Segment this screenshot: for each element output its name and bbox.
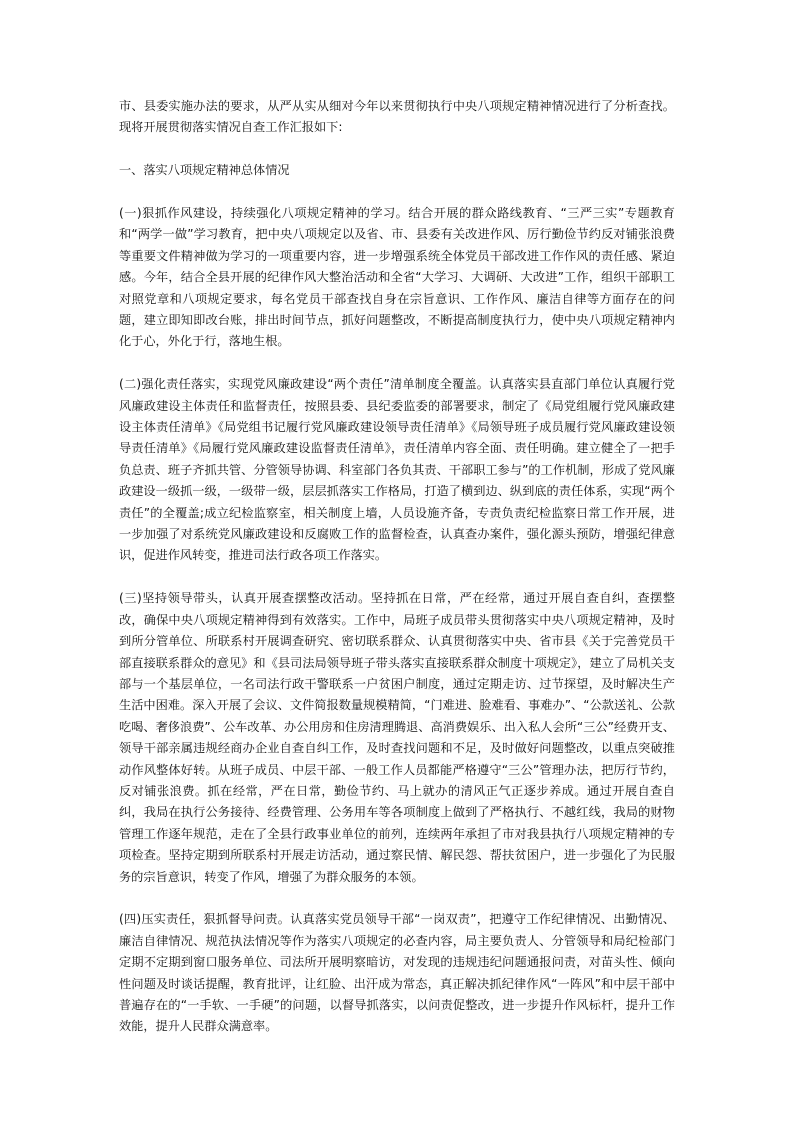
document-page [119,96,675,1059]
paragraph-2: (二)强化责任落实，实现党风廉政建设“两个责任”清单制度全覆盖。认真落实县直部门单位认真履行党风廉政建设主体责任和监督责任，按照县委、县纪委监委的部署要求，制定了《局党组履行党风廉政建设主体责任清单》《局党组书记履行党风廉政建设领导责任清单》《局领导班子成员履行党风廉政建设领导责任清单》《局履行党风廉政建设监督责任清单》，责任清单内容全面、责任明确。建立健全了一把手负总责、班子齐抓共管、分管领导协调、科室部门各负其责、干部职工参与”的工作机制，形成了党风廉政建设一级抓一级，一级带一级，层层抓落实工作格局，打造了横到边、纵到底的责任体系，实现“两个责任”的全覆盖;成立纪检监察室，相关制度上墙，人员设施齐备，专责负责纪检监察日常工作开展，进一步加强了对系统党风廉政建设和反腐败工作的监督检查，认真查办案件，强化源头预防，增强纪律意识，促进作风转变，推进司法行政各项工作落实。 [119,377,675,563]
intro-paragraph: 市、县委实施办法的要求，从严从实从细对今年以来贯彻执行中央八项规定精神情况进行了分析查找。现将开展贯彻落实情况自查工作汇报如下: [119,99,675,135]
paragraph-1: (一)狠抓作风建设，持续强化八项规定精神的学习。结合开展的群众路线教育、“三严三实”专题教育和“两学一做”学习教育，把中央八项规定以及省、市、县委有关改进作风、厉行勤俭节约反对铺张浪费等重要文件精神做为学习的一项重要内容，进一步增强系统全体党员干部改进工作作风的责任感、紧迫感。今年，结合全县开展的纪律作风大整治活动和全省“大学习、大调研、大改进”工作，组织干部职工对照党章和八项规定要求，每名党员干部查找自身在宗旨意识、工作作风、廉洁自律等方面存在的问题，建立即知即改台账，排出时间节点，抓好问题整改，不断提高制度执行力，使中央八项规定精神内化于心，外化于行，落地生根。 [119,206,675,349]
section-heading: 一、落实八项规定精神总体情况 [119,163,290,178]
paragraph-4: (四)压实责任，狠抓督导问责。认真落实党员领导干部“一岗双责”，把遵守工作纪律情况、出勤情况、廉洁自律情况、规范执法情况等作为落实八项规定的必查内容，局主要负责人、分管领导和局纪检部门定期不定期到窗口服务单位、司法所开展明察暗访，对发现的违规违纪问题通报问责，对苗头性、倾向性问题及时谈话提醒，教育批评，让红脸、出汗成为常态，真正解决抓纪律作风“一阵风”和中层干部中普遍存在的“一手软、一手硬”的问题，以督导抓落实，以问责促整改，进一步提升作风标杆，提升工作效能，提升人民群众满意率。 [119,912,675,1034]
paragraph-3: (三)坚持领导带头，认真开展查摆整改活动。坚持抓在日常，严在经常，通过开展自查自纠，查摆整改，确保中央八项规定精神得到有效落实。工作中，局班子成员带头贯彻落实中央八项规定精神，及时到所分管单位、所联系村开展调查研究、密切联系群众、认真贯彻落实中央、省市县《关于完善党员干部直接联系群众的意见》和《县司法局领导班子带头落实直接联系群众制度十项规定》，建立了局机关支部与一个基层单位，一名司法行政干警联系一户贫困户制度，通过定期走访、过节探望，及时解决生产生活中困难。深入开展了会议、文件简报数量规模精简，“门难进、脸难看、事难办”、“公款送礼、公款吃喝、奢侈浪费”、公车改革、办公用房和住房清理腾退、高消费娱乐、出入私人会所“三公”经费开支、领导干部亲属违规经商办企业自查自纠工作，及时查找问题和不足，及时做好问题整改，以重点突破推动作风整体好转。从班子成员、中层干部、一般工作人员都能严格遵守“三公”管理办法，把厉行节约，反对铺张浪费。抓在经常，严在日常，勤俭节约、马上就办的清风正气正逐步养成。通过开展自查自纠，我局在执行公务接待、经费管理、公务用车等各项制度上做到了严格执行、不越红线，我局的财物管理工作逐年规范，走在了全县行政事业单位的前列，连续两年承担了市对我县执行八项规定精神的专项检查。坚持定期到所联系村开展走访活动，通过察民情、解民怨、帮扶贫困户，进一步强化了为民服务的宗旨意识，转变了作风，增强了为群众服务的本领。 [119,591,675,884]
